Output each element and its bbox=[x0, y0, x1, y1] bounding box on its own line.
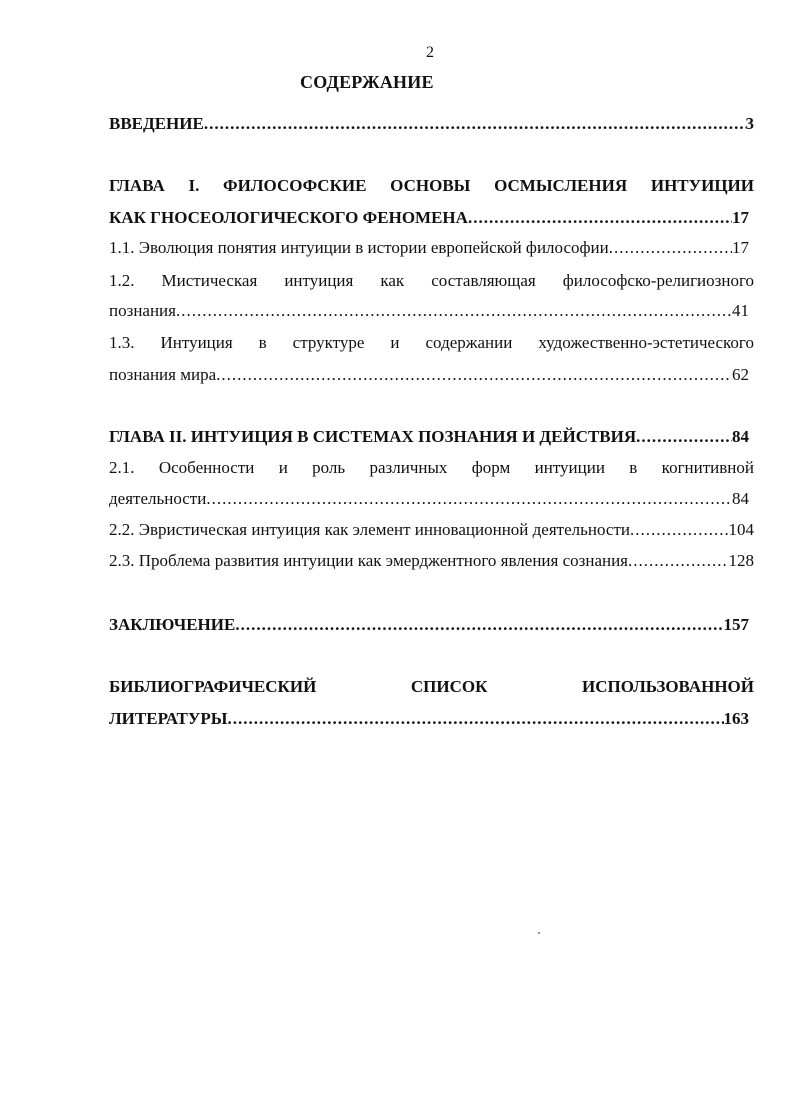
toc-entry-label: 2.2. Эвристическая интуиция как элемент инновационной деятельности bbox=[109, 520, 630, 539]
toc-entry-bibliography-line2[interactable] bbox=[109, 709, 749, 729]
leader-dots bbox=[227, 709, 723, 729]
toc-entry-page: 157 bbox=[723, 615, 749, 634]
toc-entry-section-1-2[interactable]: 1.2. Мистическая интуиция как составляющая философско-религиозного bbox=[109, 271, 754, 290]
leader-dots bbox=[235, 615, 723, 635]
toc-entry-label: КАК ГНОСЕОЛОГИЧЕСКОГО ФЕНОМЕНА bbox=[109, 208, 468, 227]
toc-entry-page: 17 bbox=[732, 238, 749, 257]
chapter-2-heading[interactable] bbox=[109, 427, 749, 447]
leader-dots bbox=[609, 238, 732, 258]
toc-entry-label: деятельности bbox=[109, 489, 207, 508]
toc-entry-label: познания bbox=[109, 301, 176, 320]
leader-dots bbox=[630, 520, 729, 540]
chapter-1-heading-line2[interactable] bbox=[109, 208, 749, 228]
toc-entry-page: 163 bbox=[723, 709, 749, 728]
toc-entry-page: 41 bbox=[732, 301, 749, 320]
toc-entry-page: 84 bbox=[732, 427, 749, 446]
toc-entry-label: ЗАКЛЮЧЕНИЕ bbox=[109, 615, 236, 634]
toc-entry-section-1-2-line2[interactable] bbox=[109, 301, 749, 321]
page-title: СОДЕРЖАНИЕ bbox=[300, 72, 434, 92]
toc-entry-page: 104 bbox=[728, 520, 754, 539]
leader-dots bbox=[206, 489, 732, 509]
toc-entry-page: 62 bbox=[732, 365, 749, 384]
toc-entry-section-2-3[interactable] bbox=[109, 551, 754, 571]
toc-entry-section-1-1[interactable] bbox=[109, 238, 749, 258]
leader-dots bbox=[636, 427, 732, 447]
toc-entry-page: 3 bbox=[745, 114, 754, 133]
toc-entry-label: 1.1. Эволюция понятия интуиции в истории европейской философии bbox=[109, 238, 609, 257]
toc-entry-bibliography[interactable]: БИБЛИОГРАФИЧЕСКИЙ СПИСОК ИСПОЛЬЗОВАННОЙ bbox=[109, 677, 754, 696]
page-number: 2 bbox=[426, 44, 434, 61]
toc-entry-label: 2.3. Проблема развития интуиции как эмерджентного явления сознания bbox=[109, 551, 628, 570]
leader-dots bbox=[176, 301, 732, 321]
toc-entry-section-2-1-line2[interactable] bbox=[109, 489, 749, 509]
toc-entry-section-2-1[interactable]: 2.1. Особенности и роль различных форм интуиции в когнитивной bbox=[109, 458, 754, 477]
leader-dots bbox=[628, 551, 729, 571]
toc-entry-section-2-2[interactable] bbox=[109, 520, 754, 540]
toc-entry-label: ГЛАВА II. ИНТУИЦИЯ В СИСТЕМАХ ПОЗНАНИЯ И ДЕЙСТВИЯ bbox=[109, 427, 637, 446]
chapter-1-heading[interactable]: ГЛАВА I. ФИЛОСОФСКИЕ ОСНОВЫ ОСМЫСЛЕНИЯ ИНТУИЦИИ bbox=[109, 176, 754, 195]
toc-entry-section-1-3[interactable]: 1.3. Интуиция в структуре и содержании художественно-эстетического bbox=[109, 333, 754, 352]
toc-entry-label: ЛИТЕРАТУРЫ bbox=[109, 709, 228, 728]
leader-dots bbox=[216, 365, 732, 385]
toc-entry-label: ВВЕДЕНИЕ bbox=[109, 114, 204, 133]
leader-dots bbox=[468, 208, 732, 228]
scan-speck bbox=[538, 932, 540, 934]
toc-entry-page: 84 bbox=[732, 489, 749, 508]
toc-entry-conclusion[interactable] bbox=[109, 615, 749, 635]
toc-entry-label: познания мира bbox=[109, 365, 217, 384]
toc-entry-page: 17 bbox=[732, 208, 749, 227]
toc-entry-page: 128 bbox=[728, 551, 754, 570]
toc-entry-introduction[interactable] bbox=[109, 114, 754, 134]
leader-dots bbox=[204, 114, 746, 134]
toc-entry-section-1-3-line2[interactable] bbox=[109, 365, 749, 385]
